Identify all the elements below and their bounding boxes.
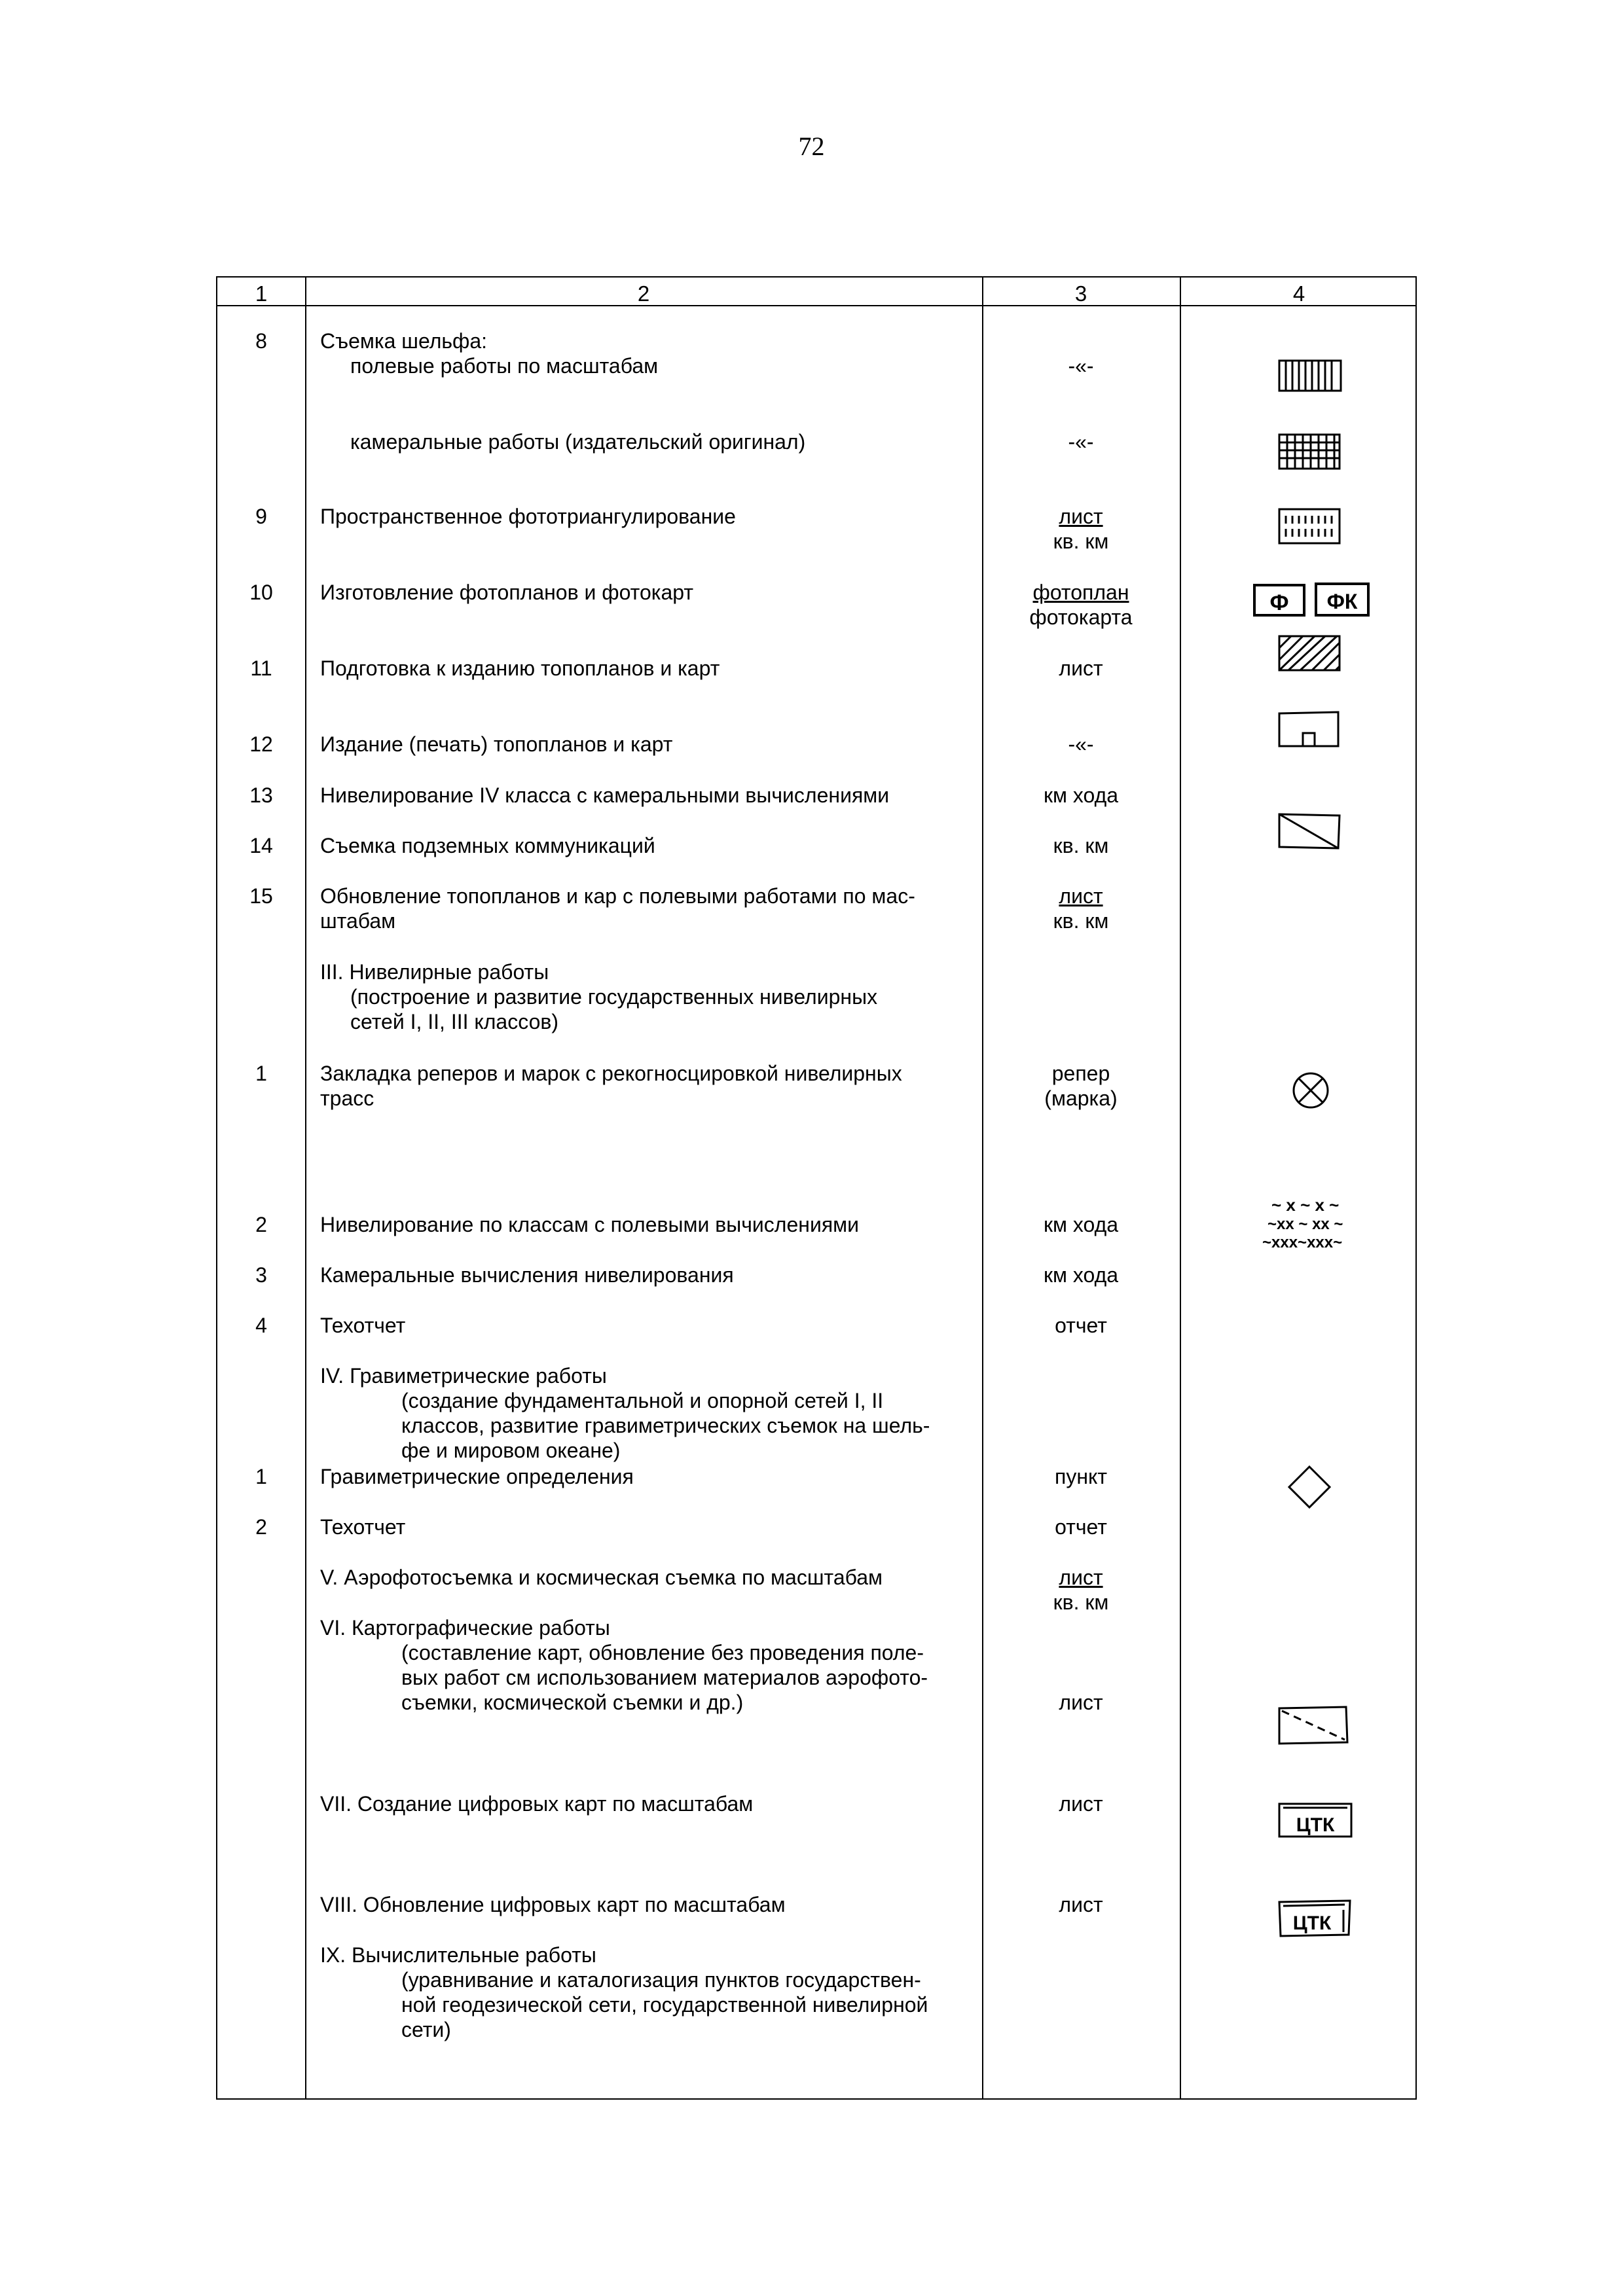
row-unit: фотоплан фотокарта	[1029, 581, 1133, 629]
column-header-4: 4	[1292, 281, 1305, 306]
column-header-3: 3	[1074, 281, 1087, 306]
row-description: IV. Гравиметрические работы (создание фундаментальной и опорной сетей I, II классов, развитие гравиметрических съемок на шель- фе и мировом океане)	[320, 1364, 930, 1462]
rect-with-small-square-icon	[1278, 711, 1341, 749]
row-description: Обновление топопланов и кар с полевыми работами по мас- штабам	[320, 884, 915, 933]
row-description: Издание (печать) топопланов и карт	[320, 732, 673, 756]
row-number: 11	[250, 656, 272, 680]
row-description: Изготовление фотопланов и фотокарт	[320, 581, 693, 604]
row-description: Техотчет	[320, 1515, 406, 1539]
row-description: III. Нивелирные работы (построение и развитие государственных нивелирных сетей I, II, III классов)	[320, 960, 878, 1033]
row-unit: лист кв. км	[1053, 1566, 1109, 1614]
row-unit: км хода	[1043, 783, 1119, 807]
diamond-icon	[1287, 1465, 1332, 1509]
row-number: 1	[255, 1062, 267, 1085]
row-unit: репер (марка)	[1044, 1062, 1118, 1110]
column-header-1: 1	[255, 281, 268, 306]
row-unit: пункт	[1054, 1465, 1107, 1488]
row-number: 14	[249, 834, 273, 857]
svg-text:~ x ~ x ~: ~ x ~ x ~	[1271, 1195, 1340, 1215]
digital-map-create-icon	[1278, 1803, 1355, 1840]
row-unit: отчет	[1055, 1314, 1107, 1337]
row-unit: лист	[1059, 1893, 1103, 1916]
svg-text:~xxx~xxx~: ~xxx~xxx~	[1262, 1234, 1343, 1251]
svg-text:~xx ~ xx ~: ~xx ~ xx ~	[1267, 1215, 1343, 1233]
row-description: Камеральные вычисления нивелирования	[320, 1263, 734, 1287]
rect-diagonal-icon	[1278, 813, 1343, 851]
row-number: 10	[249, 581, 273, 604]
row-unit: лист	[1059, 1691, 1103, 1714]
row-description: Пространственное фототриангулирование	[320, 505, 736, 528]
column-header-2: 2	[637, 281, 650, 306]
row-unit: кв. км	[1053, 834, 1109, 857]
svg-text:ЦТК: ЦТК	[1292, 1912, 1332, 1934]
digital-map-update-icon	[1278, 1899, 1355, 1940]
row-number: 13	[249, 783, 273, 807]
row-description: Техотчет	[320, 1314, 406, 1337]
row-number: 15	[249, 884, 273, 908]
diagonal-hatch-rect-icon	[1278, 635, 1343, 673]
row-number: 3	[255, 1263, 267, 1287]
row-description: Съемка подземных коммуникаций	[320, 834, 655, 857]
leveling-lines-icon	[1262, 1195, 1374, 1251]
row-unit: км хода	[1043, 1213, 1119, 1236]
page-number: 72	[798, 132, 825, 161]
svg-text:ЦТК: ЦТК	[1296, 1814, 1335, 1836]
row-unit: лист	[1059, 1792, 1103, 1816]
row-description: Нивелирование по классам с полевыми вычислениями	[320, 1213, 860, 1236]
grid-hatch-rect-icon	[1278, 433, 1343, 471]
row-description: VIII. Обновление цифровых карт по масштабам	[320, 1893, 786, 1916]
data-table	[216, 276, 1417, 2100]
circle-cross-icon	[1291, 1071, 1330, 1110]
row-unit: лист кв. км	[1053, 884, 1109, 933]
row-unit: -«-	[1068, 732, 1094, 756]
row-number: 2	[255, 1515, 267, 1539]
row-number: 8	[255, 329, 267, 353]
row-unit: лист кв. км	[1053, 505, 1109, 553]
row-number: 4	[255, 1314, 267, 1337]
row-description: Подготовка к изданию топопланов и карт	[320, 656, 720, 680]
row-description: Закладка реперов и марок с рекогносцировкой нивелирных трасс	[320, 1062, 902, 1110]
photoplan-photomap-icon	[1253, 583, 1371, 618]
row-description: Съемка шельфа: полевые работы по масштабам	[320, 329, 659, 378]
dashed-vertical-rect-icon	[1278, 508, 1343, 546]
row-number: 12	[249, 732, 273, 756]
column-divider	[305, 278, 306, 2098]
row-description: Гравиметрические определения	[320, 1465, 634, 1488]
vertical-hatch-rect-icon	[1278, 359, 1343, 393]
row-description: V. Аэрофотосъемка и космическая съемка по масштабам	[320, 1566, 883, 1589]
row-description: VI. Картографические работы (составление карт, обновление без проведения поле- вых работ см использованием материалов аэрофото- съемки, космической съемки и др.)	[320, 1616, 928, 1714]
rect-dashed-diagonal-icon	[1278, 1706, 1350, 1746]
row-number: 1	[255, 1465, 267, 1488]
row-description: Нивелирование IV класса с камеральными вычислениями	[320, 783, 890, 807]
svg-text:ФК: ФК	[1326, 590, 1358, 613]
row-unit: км хода	[1043, 1263, 1119, 1287]
row-description: камеральные работы (издательский оригинал)	[350, 430, 806, 454]
column-divider	[1180, 278, 1181, 2098]
row-number: 2	[255, 1213, 267, 1236]
row-description: VII. Создание цифровых карт по масштабам	[320, 1792, 754, 1816]
row-unit: лист	[1059, 656, 1103, 680]
svg-text:Ф: Ф	[1269, 590, 1289, 615]
row-unit: -«-	[1068, 430, 1094, 454]
row-unit: отчет	[1055, 1515, 1107, 1539]
row-unit: -«-	[1068, 354, 1094, 378]
row-description: IX. Вычислительные работы (уравнивание и каталогизация пунктов государствен- ной геодезической сети, государственной нивелирной сети)	[320, 1943, 928, 2041]
row-number: 9	[255, 505, 267, 528]
